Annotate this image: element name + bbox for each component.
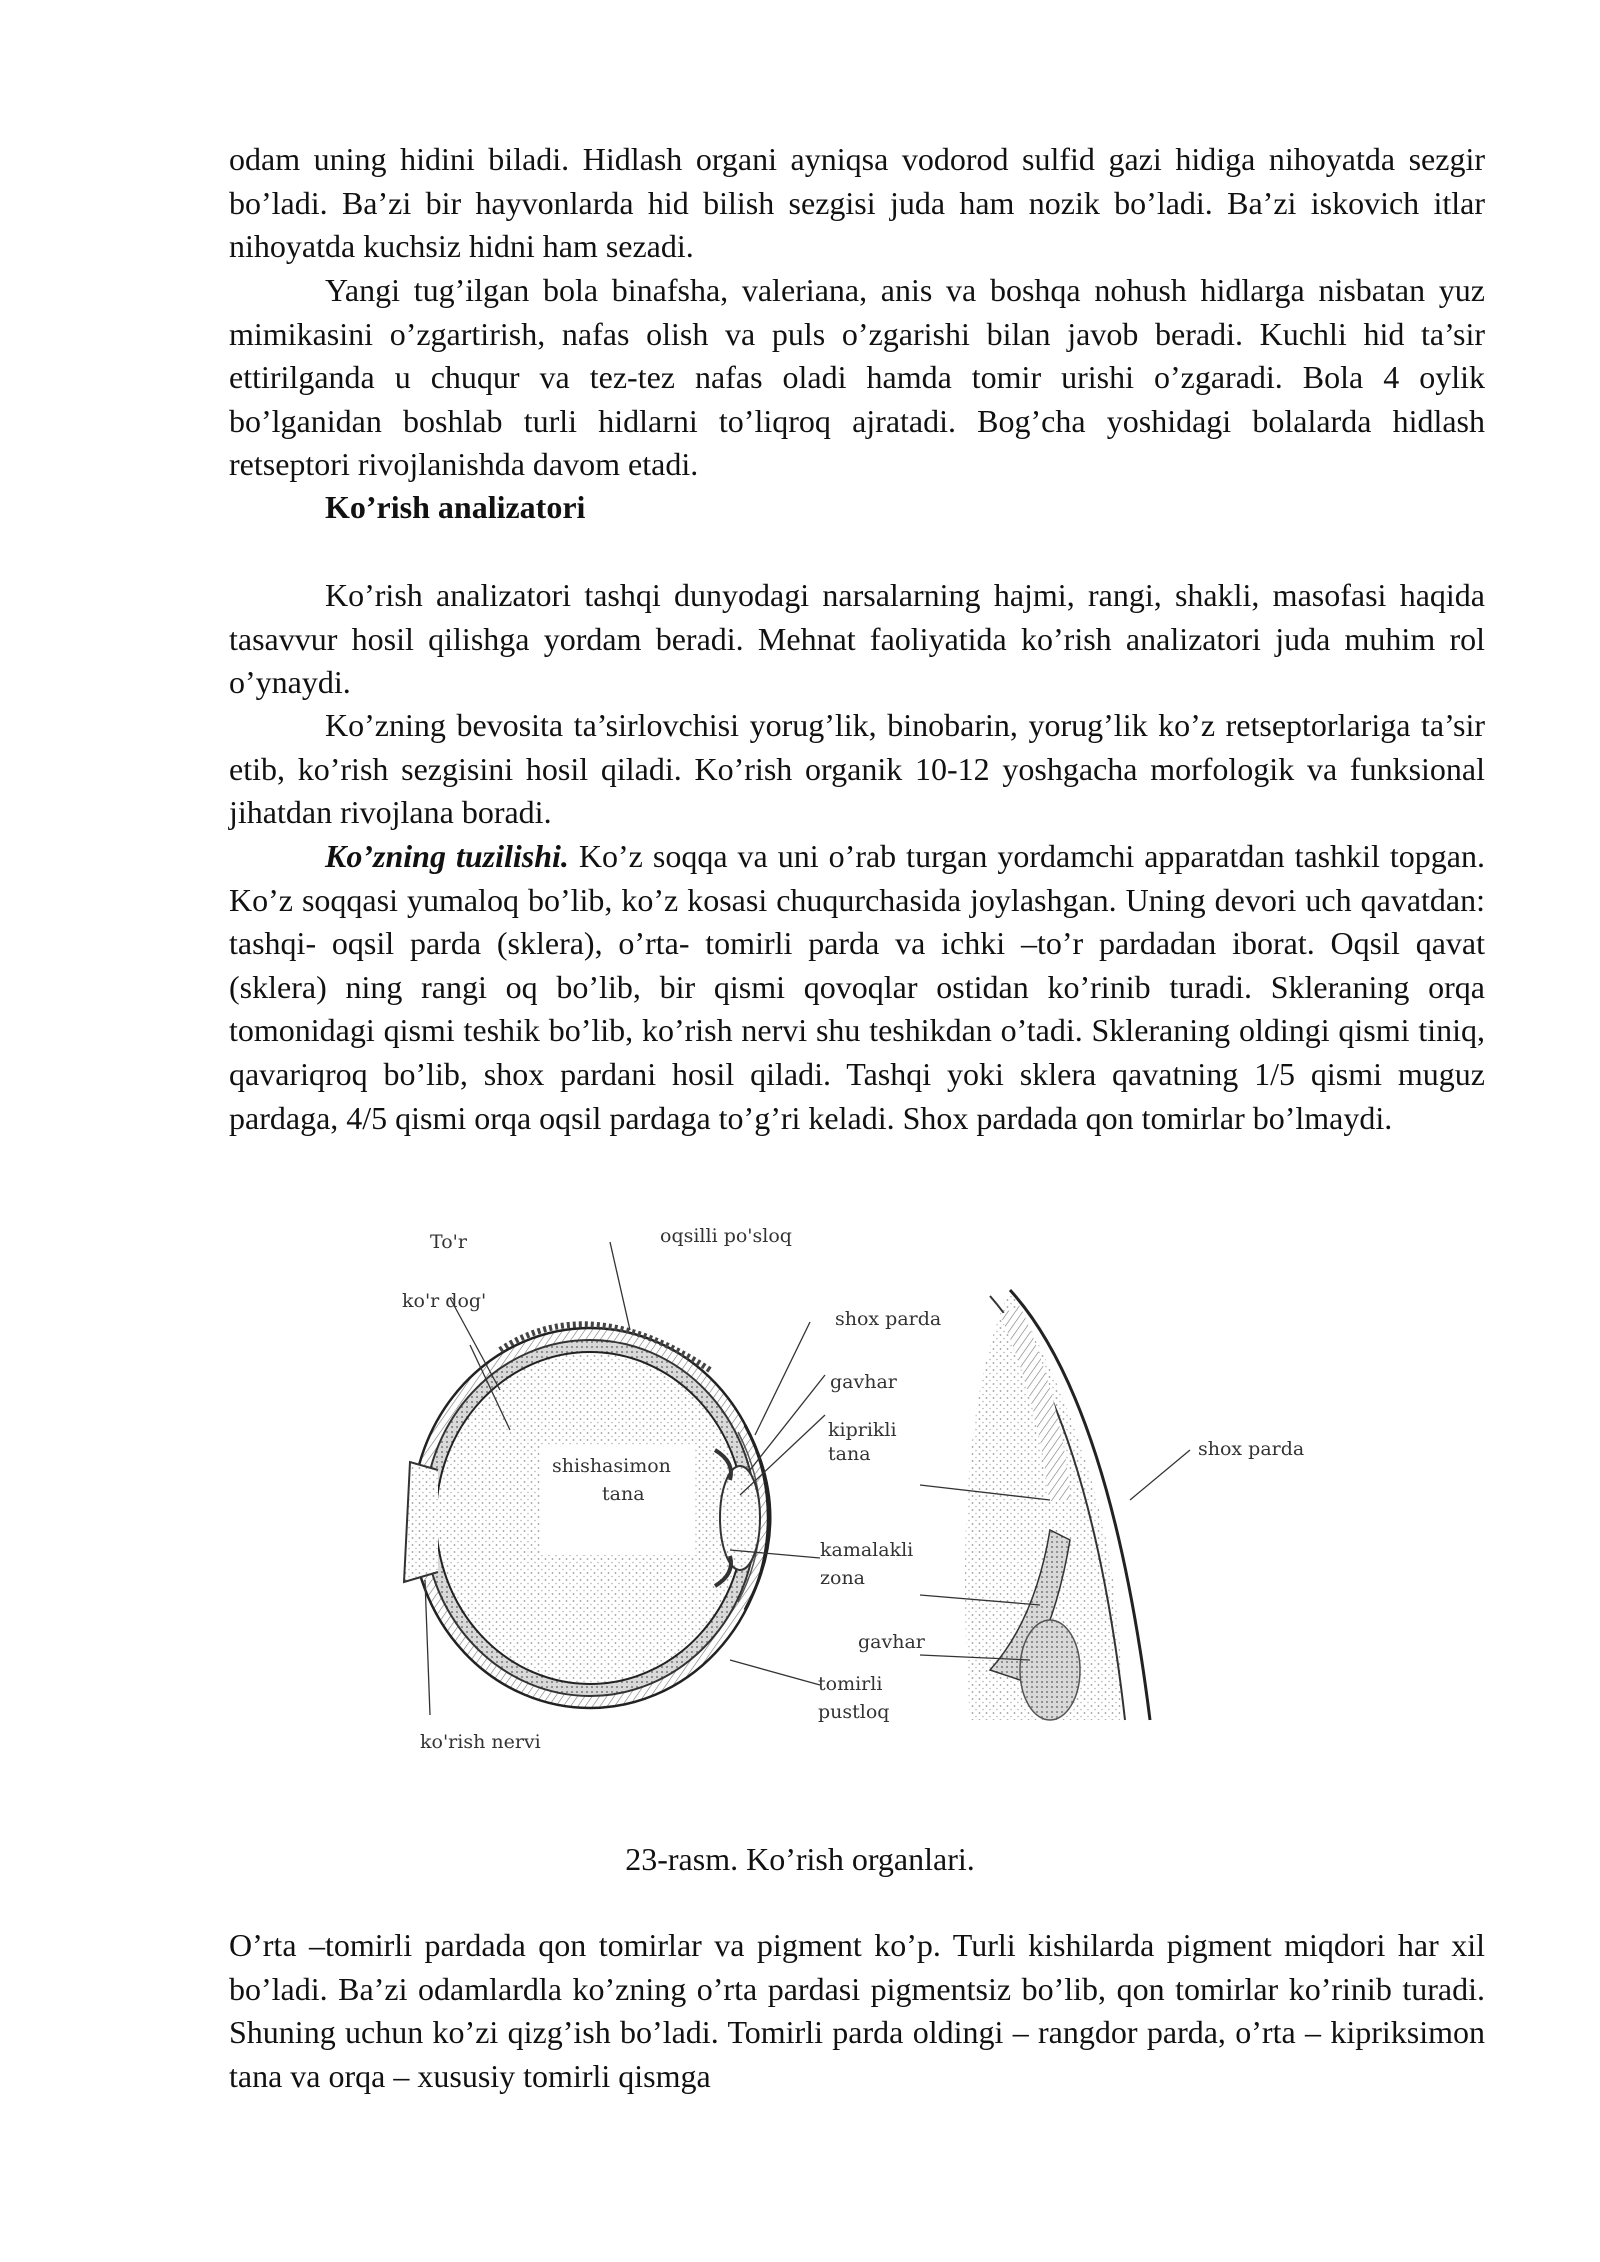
section-heading: Ko’rish analizatori [325,489,586,525]
eyeball-cross-section [404,1324,770,1708]
eye-structure-lead: Ko’zning tuzilishi. [325,838,569,874]
label-choroid-1: tomirli [818,1673,883,1695]
label-lens-bottom: gavhar [858,1631,925,1653]
eye-structure-text: Ko’z soqqa va uni o’rab turgan yordamchi apparatdan tashkil topgan. Ko’z soqqasi yumaloq bo’lib, ko’z kosasi chuqurchasida joylashgan. Uning devori uch qavatdan: tashqi- oqsil parda (sklera), o’rta- tomirli parda va ichki –to’r pardadan iborat. Oqsil qavat (sklera) ning rangi oq bo’lib, bir qismi qovoqlar ostidan ko’rinib turadi. Skleraning orqa tomonidagi qismi teshik bo’lib, ko’rish nervi shu teshikdan o’tadi. Skleraning oldingi qismi tiniq, qavariqroq bo’lib, shox pardani hosil qiladi. Tashqi yoki sklera qavatning 1/5 qismi muguz pardaga, 4/5 qismi orqa oqsil pardaga to’g’ri keladi. Shox pardada qon tomirlar bo’lmaydi. [229,838,1486,1136]
label-vitreous-1: shishasimon [552,1455,671,1477]
eye-anatomy-figure [390,1200,1305,1765]
label-retina: To'r [430,1231,467,1253]
label-blind-spot: ko'r dog' [402,1290,487,1312]
paragraph-choroid: O’rta –tomirli pardada qon tomirlar va pigment ko’p. Turli kishilarda pigment miqdori har xil bo’ladi. Ba’zi odamlardla ko’zning o’rta pardasi pigmentsiz bo’lib, qon tomirlar ko’rinib turadi. Shuning uchun ko’zi qizg’ish bo’ladi. Tomirli parda oldingi – rangdor parda, o’rta – kipriksimon tana va orqa – xususiy tomirli qismga [229,1927,1485,2094]
label-lens-top: gavhar [830,1371,897,1393]
figure-caption: 23-rasm. Ko’rish organlari. [625,1841,975,1877]
label-optic-nerve: ko'rish nervi [420,1731,541,1753]
paragraph-visual-analyzer: Ko’rish analizatori tashqi dunyodagi narsalarning hajmi, rangi, shakli, masofasi haqida tasavvur hosil qilishga yordam beradi. Mehnat faoliyatida ko’rish analizatori juda muhim rol o’ynaydi. [229,577,1485,701]
label-vitreous-2: tana [602,1483,645,1505]
paragraph-smell-sensitivity: odam uning hidini biladi. Hidlash organi ayniqsa vodorod sulfid gazi hidiga nihoyatda sezgir bo’ladi. Ba’zi bir hayvonlarda hid bilish sezgisi juda ham nozik bo’ladi. Ba’zi iskovich itlar nihoyatda kuchsiz hidni ham sezadi. [229,141,1485,265]
label-cornea-right: shox parda [1198,1438,1305,1460]
label-iris-2: zona [820,1567,866,1589]
paragraph-eye-structure [229,835,1485,1140]
paragraph-newborn-smell: Yangi tug’ilgan bola binafsha, valeriana, anis va boshqa nohush hidlarga nisbatan yuz mimikasini o’zgartirish, nafas olish va puls o’zgarishi bilan javob beradi. Kuchli hid ta’sir ettirilganda u chuqur va tez-tez nafas oladi hamda tomir urishi o’zgaradi. Bola 4 oylik bo’lganidan boshlab turli hidlarni to’liqroq ajratadi. Bog’cha yoshidagi bolalarda hidlash retseptori rivojlanishda davom etadi. [229,272,1485,483]
eye-diagram-svg [390,1200,1305,1765]
label-ciliary-1: kiprikli [828,1419,897,1441]
cornea-detail-section [965,1290,1150,1720]
paragraph-light-stimulus: Ko’zning bevosita ta’sirlovchisi yorug’lik, binobarin, yorug’lik ko’z retseptorlariga ta’sir etib, ko’rish sezgisini hosil qiladi. Ko’rish organik 10-12 yoshgacha morfologik va funksional jihatdan rivojlana boradi. [229,707,1485,831]
label-cornea-left: shox parda [835,1308,942,1330]
label-iris-1: kamalakli [820,1539,914,1561]
label-choroid-2: pustloq [818,1701,890,1723]
label-ciliary-2: tana [828,1443,871,1465]
label-sclera: oqsilli po'sloq [660,1225,792,1247]
